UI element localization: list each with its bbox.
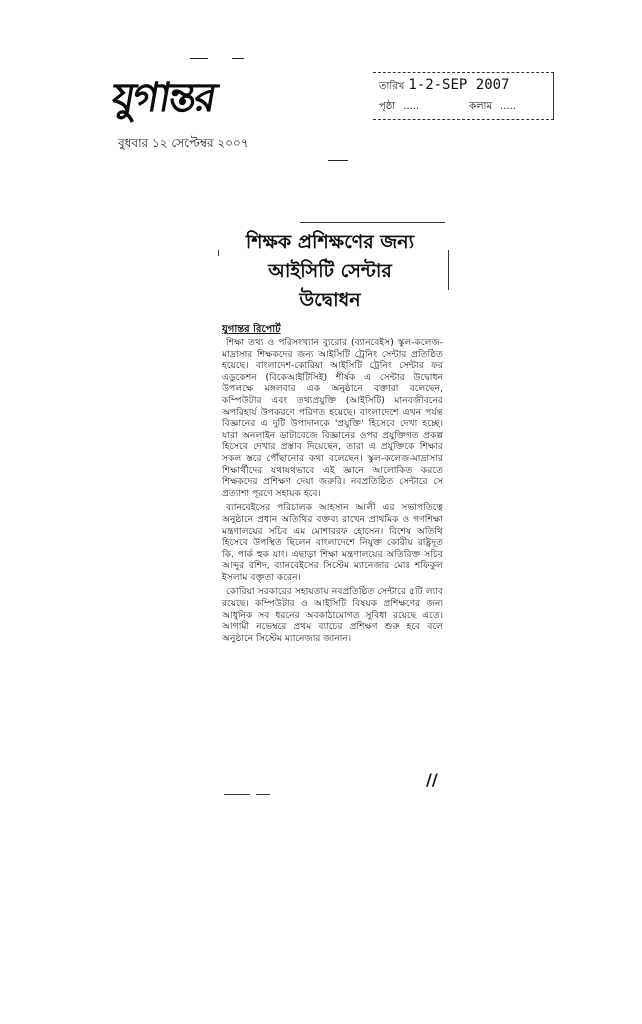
- stamp-page-row: [379, 99, 539, 116]
- headline-line: আইসিটি সেন্টার: [268, 260, 392, 282]
- article-top-rule: [300, 222, 445, 223]
- stamp-separator: .....: [500, 101, 516, 112]
- article-paragraph: কোরিয়া সরকারের সহায়তায় নবপ্রতিষ্ঠিত সেন্টারে ৫টি ল্যাব রয়েছে। কম্পিউটার ও আইসিটি বিষয়ক প্রশিক্ষণের জন্য আধুনিক সব ধরনের অবকাঠামোগত সুবিধা রয়েছে এতে। আগামী নভেম্বরে প্রথম ব্যাচের প্রশিক্ষণ শুরু হবে বলে অনুষ্ঠানে সিস্টেম ম্যানেজার জানান।: [222, 586, 443, 644]
- headline-line: শিক্ষক প্রশিক্ষণের জন্য: [245, 231, 415, 253]
- masthead-top-mark: [232, 58, 244, 59]
- masthead-top-mark: [190, 58, 208, 59]
- article-paragraph: ব্যানবেইসের পরিচালক আহসান আলী এর সভাপতিত্বে অনুষ্ঠানে প্রধান অতিথির বক্তব্য রাখেন প্রাথমিক ও গণশিক্ষা মন্ত্রণালয়ের সচিব এম মোশাররফ হোসেন। বিশেষ অতিথি হিসেবে উপস্থিত ছিলেন বাংলাদেশে নিযুক্ত কোরীয় রাষ্ট্রদূত কি. পার্ক হুক যাং। এছাড়া শিক্ষা মন্ত্রণালয়ের অতিরিক্ত সচিব আব্দুর রশিদ, ব্যানবেইসের সিস্টেম ম্যানেজার মোঃ শফিকুল ইসলাম বক্তৃতা করেন।: [222, 502, 443, 583]
- article-bottom-rule: [256, 794, 270, 795]
- article-byline: যুগান্তর রিপোর্ট: [222, 324, 281, 335]
- stamp-date-row: [379, 77, 510, 96]
- article-body: [222, 337, 443, 647]
- headline-line: উদ্বোধন: [299, 289, 361, 311]
- stamp-column-label: কলাম: [469, 101, 493, 112]
- article-paragraph: শিক্ষা তথ্য ও পরিসংখ্যান ব্যুরোর (ব্যানবেইস) স্কুল-কলেজ-মাদ্রাসার শিক্ষকদের জন্য আইসিটি ট্রেনিং সেন্টার প্রতিষ্ঠিত হয়েছে। বাংলাদেশ-কোরিয়া আইসিটি ট্রেনিং সেন্টার ফর এডুকেশন (বিকেআইটিসিই) শীর্ষক এ সেন্টার উদ্বোধন উপলক্ষে মঙ্গলবার এক অনুষ্ঠানে বক্তারা বলেছেন, কম্পিউটার এবং তথ্যপ্রযুক্তি (আইসিটি) মানবজীবনের অপরিহার্য উপকরণে পরিণত হয়েছে। বাংলাদেশে এখন পর্যন্ত বিজ্ঞানের এ দুটি উপাদানকে 'প্রযুক্তি' হিসেবে দেখা হচ্ছে। যারা অনলাইন ডাটাবেজে বিজ্ঞানের ওপর প্রযুক্তিগত প্রকল্প হিসেবে দেখার প্রস্তাব দিয়েছেন, তারা এ প্রযুক্তিকে শিক্ষার সকল স্তরে পৌঁছানোর কথা বলেছেন। স্কুল-কলেজ-মাদ্রাসার শিক্ষার্থীদের যথাযথভাবে এই জ্ঞানে আলোকিত করতে শিক্ষকদের প্রশিক্ষণ দেয়া জরুরি। নবপ্রতিষ্ঠিত সেন্টারে সে প্রত্যাশা পূরণে সহায়ক হবে।: [222, 337, 443, 499]
- clipping-date-stamp: [373, 72, 554, 120]
- stamp-page-label: পৃষ্ঠা: [379, 101, 396, 112]
- end-of-article-mark: //: [426, 770, 438, 789]
- stamp-separator: .....: [403, 101, 420, 112]
- stamp-date-label: তারিখ: [379, 81, 405, 92]
- newspaper-masthead: যুগান্তর: [108, 74, 219, 121]
- article-right-rule: [448, 250, 449, 290]
- article-bottom-rule: [224, 794, 250, 795]
- dateline-rule: [328, 160, 348, 161]
- stamp-date-value: 1-2-SEP 2007: [408, 77, 510, 93]
- article-headline: [215, 228, 445, 315]
- publication-dateline: বুধবার ১২ সেপ্টেম্বর ২০০৭: [118, 136, 249, 150]
